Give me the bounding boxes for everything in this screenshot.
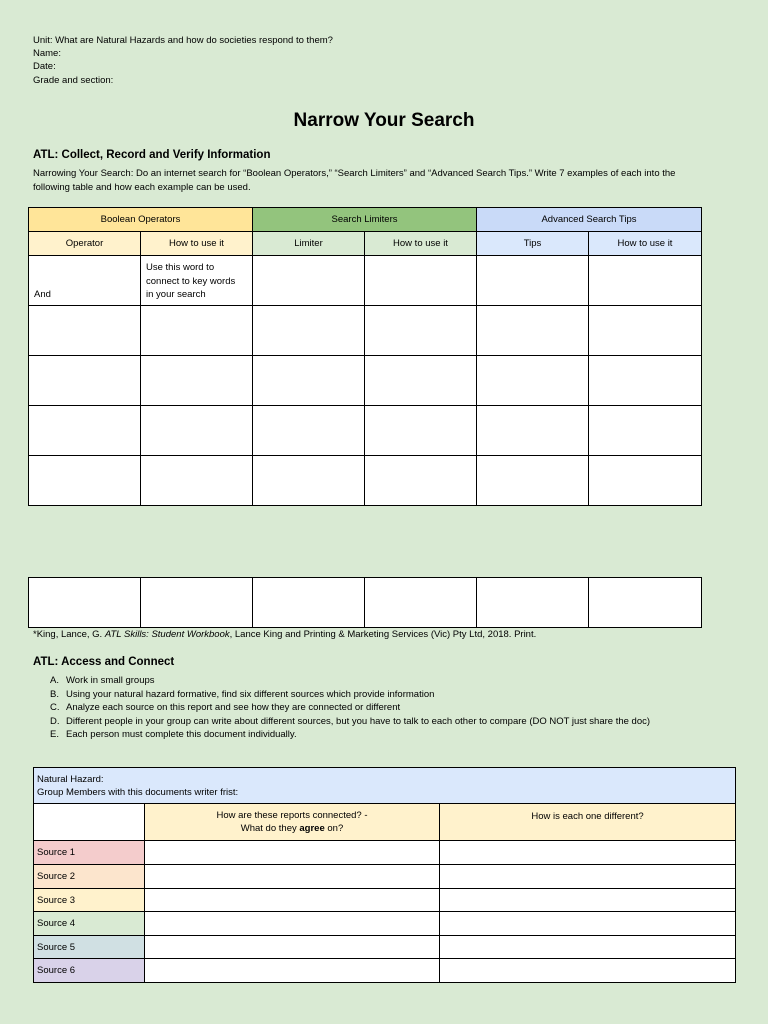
table-row <box>29 406 702 456</box>
advanced-search-tips-header: Advanced Search Tips <box>477 208 702 232</box>
table-cell[interactable] <box>589 256 702 306</box>
source-3-label: Source 3 <box>34 889 145 912</box>
table-row <box>29 578 702 628</box>
table-cell[interactable] <box>365 306 477 356</box>
table-cell[interactable] <box>589 578 702 628</box>
search-table <box>28 207 702 506</box>
tips-subheader: Tips <box>477 232 589 256</box>
citation <box>33 628 536 642</box>
table-row <box>34 959 736 983</box>
table-cell[interactable] <box>145 936 440 959</box>
different-question-header: How is each one different? <box>440 804 736 841</box>
table-cell[interactable] <box>141 306 253 356</box>
date-line: Date: <box>33 61 56 73</box>
table-cell[interactable] <box>145 959 440 983</box>
instructions-line-2: following table and how each example can be used. <box>33 181 251 193</box>
table-row <box>34 841 736 865</box>
section1-instructions <box>33 167 675 194</box>
table-row <box>29 356 702 406</box>
limiter-how-subheader: How to use it <box>365 232 477 256</box>
section1-heading: ATL: Collect, Record and Verify Information <box>33 149 271 161</box>
example-usage-cell[interactable] <box>141 256 253 306</box>
table-row <box>34 936 736 959</box>
list-item: B. Using your natural hazard formative, find six different sources which provide information <box>50 688 435 700</box>
table-cell[interactable] <box>477 306 589 356</box>
list-item: A. Work in small groups <box>50 675 155 686</box>
table-cell[interactable] <box>440 959 736 983</box>
table-cell[interactable] <box>141 356 253 406</box>
source-1-label: Source 1 <box>34 841 145 865</box>
tips-how-subheader: How to use it <box>589 232 702 256</box>
table-row <box>34 865 736 889</box>
boolean-operators-header: Boolean Operators <box>29 208 253 232</box>
table-cell[interactable] <box>440 936 736 959</box>
table-row <box>34 912 736 936</box>
members-label: Group Members with this documents writer frist: <box>37 786 239 798</box>
table-cell[interactable] <box>145 841 440 865</box>
source-6-label: Source 6 <box>34 959 145 983</box>
hazard-label: Natural Hazard: <box>37 773 104 785</box>
table-cell[interactable] <box>145 889 440 912</box>
table-cell[interactable] <box>440 912 736 936</box>
table-cell[interactable] <box>589 406 702 456</box>
table-cell[interactable] <box>29 578 141 628</box>
page-title: Narrow Your Search <box>293 110 475 131</box>
operator-how-subheader: How to use it <box>141 232 253 256</box>
hazard-table <box>33 767 736 983</box>
usage-line: Use this word to <box>146 262 215 273</box>
hazard-info-cell[interactable] <box>34 768 736 804</box>
table-cell[interactable] <box>365 578 477 628</box>
table-cell[interactable] <box>29 406 141 456</box>
table-row <box>29 306 702 356</box>
table-cell[interactable] <box>253 256 365 306</box>
table-cell[interactable] <box>589 356 702 406</box>
usage-line: in your search <box>146 289 206 300</box>
name-line: Name: <box>33 48 61 60</box>
table-cell[interactable] <box>29 356 141 406</box>
source-4-label: Source 4 <box>34 912 145 936</box>
table-cell[interactable] <box>365 456 477 506</box>
corner-cell <box>34 804 145 841</box>
table-cell[interactable] <box>29 456 141 506</box>
table-cell[interactable] <box>29 306 141 356</box>
table-cell[interactable] <box>253 306 365 356</box>
table-cell[interactable] <box>440 889 736 912</box>
table-row <box>34 889 736 912</box>
usage-line: connect to key words <box>146 275 236 287</box>
connected-question-line: How are these reports connected? - <box>216 810 368 821</box>
table-cell[interactable] <box>477 356 589 406</box>
table-cell[interactable] <box>253 456 365 506</box>
unit-line: Unit: What are Natural Hazards and how do societies respond to them? <box>33 35 333 46</box>
limiter-subheader: Limiter <box>253 232 365 256</box>
table-cell[interactable] <box>589 306 702 356</box>
table-cell[interactable] <box>141 406 253 456</box>
table-cell[interactable] <box>145 912 440 936</box>
table-cell[interactable] <box>141 456 253 506</box>
table-cell[interactable] <box>365 356 477 406</box>
source-5-label: Source 5 <box>34 936 145 959</box>
operator-subheader: Operator <box>29 232 141 256</box>
source-2-label: Source 2 <box>34 865 145 889</box>
table-cell[interactable] <box>589 456 702 506</box>
table-cell[interactable] <box>440 841 736 865</box>
table-cell[interactable] <box>365 406 477 456</box>
connected-question-line: What do they agree on? <box>240 823 344 834</box>
table-cell[interactable] <box>440 865 736 889</box>
table-cell[interactable] <box>477 256 589 306</box>
instructions-list <box>50 674 650 742</box>
grade-line: Grade and section: <box>33 74 114 86</box>
table-cell[interactable] <box>477 578 589 628</box>
citation-title: ATL Skills: Student Workbook <box>104 629 230 640</box>
connected-question-header <box>145 804 440 841</box>
instructions-line-1: Narrowing Your Search: Do an internet search for “Boolean Operators,” “Search Limiters” and “Advanced Search Tips.” Write 7 examples of each into the <box>33 168 676 179</box>
search-table-continued <box>28 577 702 628</box>
section2-heading: ATL: Access and Connect <box>33 656 175 668</box>
search-limiters-header: Search Limiters <box>253 208 477 232</box>
table-cell[interactable] <box>145 865 440 889</box>
table-cell[interactable] <box>365 256 477 306</box>
table-cell[interactable] <box>253 406 365 456</box>
list-item: D. Different people in your group can write about different sources, but you have to talk to each other to compare (DO NOT just share the doc) <box>50 715 651 727</box>
table-cell[interactable] <box>477 406 589 456</box>
example-operator-cell[interactable]: And <box>29 256 141 306</box>
citation-prefix: *King, Lance, G. <box>33 629 105 640</box>
table-cell[interactable] <box>141 578 253 628</box>
table-row <box>29 456 702 506</box>
header-info <box>33 34 333 87</box>
list-item: C. Analyze each source on this report and see how they are connected or different <box>50 702 401 713</box>
table-cell[interactable] <box>477 456 589 506</box>
citation-suffix: , Lance King and Printing & Marketing Services (Vic) Pty Ltd, 2018. Print. <box>229 629 537 640</box>
list-item: E. Each person must complete this document individually. <box>50 729 297 740</box>
table-cell[interactable] <box>253 578 365 628</box>
table-cell[interactable] <box>253 356 365 406</box>
